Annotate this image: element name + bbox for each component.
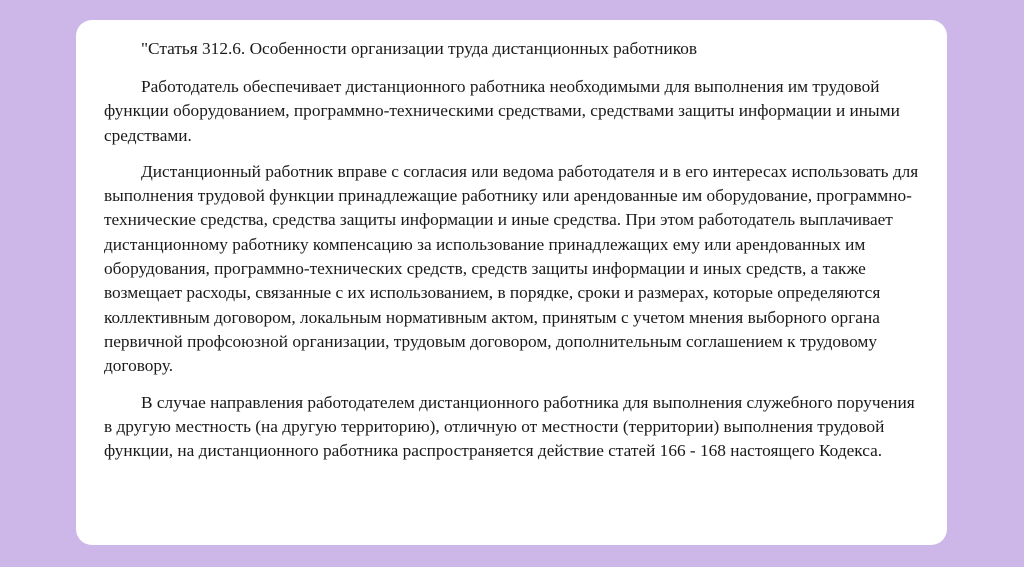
paragraph-2: Дистанционный работник вправе с согласия или ведома работодателя и в его интересах использовать для выполнения трудовой функции принадлежащие работнику или арендованные им оборудование, программно-технические средства, средства защиты информации и иные средства. При этом работодатель выплачивает дистанционному работнику компенсацию за использование принадлежащих ему или арендованных им оборудования, программно-технических средств, средств защиты информации и иных средств, а также возмещает расходы, связанные с их использованием, в порядке, сроки и размерах, которые определяются коллективным договором, локальным нормативным актом, принятым с учетом мнения выборного органа первичной профсоюзной организации, трудовым договором, дополнительным соглашением к трудовому договору. xyxy=(104,161,919,376)
article-title: "Статья 312.6. Особенности организации труда дистанционных работников xyxy=(141,39,698,58)
paragraph-3: В случае направления работодателем дистанционного работника для выполнения служебного поручения в другую местность (на другую территорию), отличную от местности (территории) выполнения трудовой функции, на дистанционного работника распространяется действие статей 166 - 168 настоящего Кодекса. xyxy=(104,392,915,461)
paragraph-1: Работодатель обеспечивает дистанционного работника необходимыми для выполнения им трудовой функции оборудованием, программно-техническими средствами, средствами защиты информации и иными средствами. xyxy=(104,77,900,145)
document-card xyxy=(76,20,947,545)
